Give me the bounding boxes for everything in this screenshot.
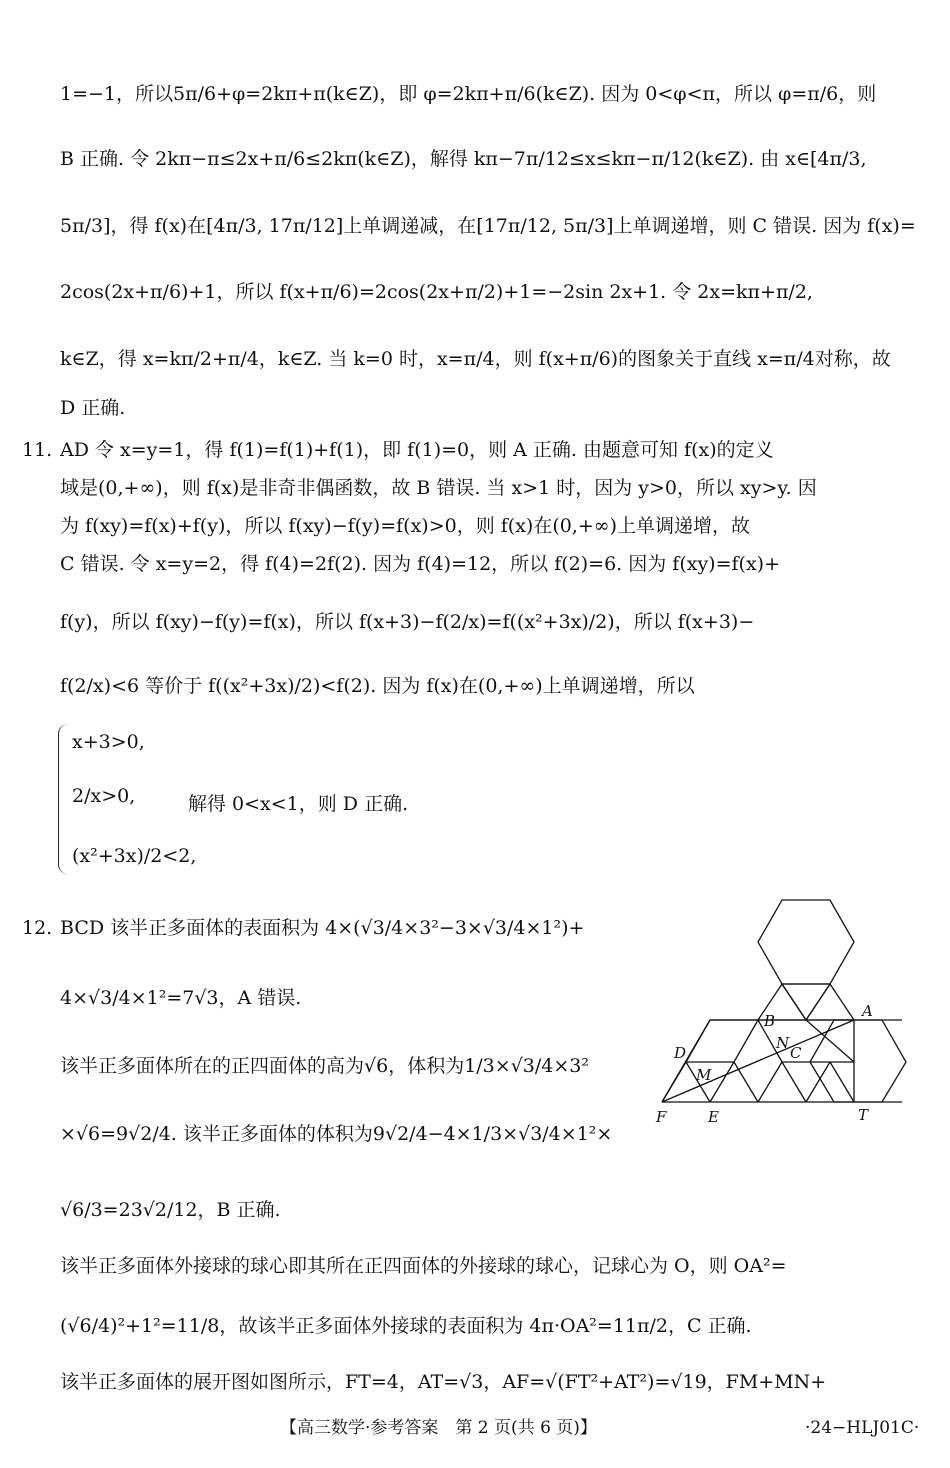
q11-line-5: f(y)，所以 f(xy)−f(y)=f(x)，所以 f(x+3)−f(2/x)=f((x²+3x)/2)，所以 f(x+3)− (60, 611, 755, 633)
label-C: C (790, 1044, 802, 1062)
label-F: F (656, 1108, 667, 1126)
text-line-6: D 正确. (60, 397, 126, 419)
label-N: N (776, 1034, 790, 1052)
text-line-4: 2cos(2x+π/6)+1，所以 f(x+π/6)=2cos(2x+π/2)+1=−2sin 2x+1. 令 2x=kπ+π/2, (60, 281, 813, 303)
q12-line-2: 4×√3/4×1²=7√3，A 错误. (60, 987, 302, 1009)
q11-line-4: C 错误. 令 x=y=2，得 f(4)=2f(2). 因为 f(4)=12，所以 f(2)=6. 因为 f(xy)=f(x)+ (60, 553, 781, 575)
system-line-1: x+3>0, (72, 731, 145, 753)
question-11-number: 11. (22, 439, 53, 461)
q12-line-6: 该半正多面体外接球的球心即其所在正四面体的外接球的球心，记球心为 O，则 OA²= (60, 1255, 787, 1277)
q12-line-1: BCD 该半正多面体的表面积为 4×(√3/4×3²−3×√3/4×1²)+ (60, 917, 585, 939)
text-line-1: 1=−1，所以5π/6+φ=2kπ+π(k∈Z)，即 φ=2kπ+π/6(k∈Z). 因为 0<φ<π，所以 φ=π/6，则 (60, 83, 877, 105)
label-D: D (674, 1044, 687, 1062)
q12-line-7: (√6/4)²+1²=11/8，故该半正多面体外接球的表面积为 4π·OA²=11π/2，C 正确. (60, 1315, 752, 1337)
label-E: E (708, 1108, 719, 1126)
net-diagram (652, 892, 922, 1132)
system-line-3: (x²+3x)/2<2, (72, 845, 197, 867)
q12-line-5: √6/3=23√2/12，B 正确. (60, 1199, 281, 1221)
label-A: A (862, 1002, 873, 1020)
footer-code: ·24−HLJ01C· (805, 1418, 920, 1438)
system-line-2: 2/x>0, (72, 785, 136, 807)
label-T: T (858, 1106, 869, 1124)
q11-line-6: f(2/x)<6 等价于 f((x²+3x)/2)<f(2). 因为 f(x)在(0,+∞)上单调递增，所以 (60, 675, 695, 697)
system-brace (58, 724, 69, 874)
text-line-3: 5π/3]，得 f(x)在[4π/3, 17π/12]上单调递减，在[17π/12, 5π/3]上单调递增，则 C 错误. 因为 f(x)= (60, 215, 916, 237)
system-conclusion: 解得 0<x<1，则 D 正确. (188, 793, 409, 815)
q12-line-4: ×√6=9√2/4. 该半正多面体的体积为9√2/4−4×1/3×√3/4×1²× (60, 1123, 613, 1145)
question-12-number: 12. (22, 917, 53, 939)
footer-page-info: 【高三数学·参考答案 第 2 页(共 6 页)】 (280, 1418, 597, 1438)
label-M: M (696, 1066, 712, 1084)
q11-line-1: AD 令 x=y=1，得 f(1)=f(1)+f(1)，即 f(1)=0，则 A 正确. 由题意可知 f(x)的定义 (60, 439, 774, 461)
text-line-2: B 正确. 令 2kπ−π≤2x+π/6≤2kπ(k∈Z)，解得 kπ−7π/12≤x≤kπ−π/12(k∈Z). 由 x∈[4π/3, (60, 148, 867, 170)
q12-line-8: 该半正多面体的展开图如图所示，FT=4，AT=√3，AF=√(FT²+AT²)=√19，FM+MN+ (60, 1371, 827, 1393)
label-B: B (764, 1012, 776, 1030)
q11-line-2: 域是(0,+∞)，则 f(x)是非奇非偶函数，故 B 错误. 当 x>1 时，因为 y>0，所以 xy>y. 因 (60, 477, 817, 499)
text-line-5: k∈Z，得 x=kπ/2+π/4，k∈Z. 当 k=0 时，x=π/4，则 f(x+π/6)的图象关于直线 x=π/4对称，故 (60, 348, 891, 370)
q12-line-3: 该半正多面体所在的正四面体的高为√6，体积为1/3×√3/4×3² (60, 1055, 590, 1077)
q11-line-3: 为 f(xy)=f(x)+f(y)，所以 f(xy)−f(y)=f(x)>0，则 f(x)在(0,+∞)上单调递增，故 (60, 515, 751, 537)
